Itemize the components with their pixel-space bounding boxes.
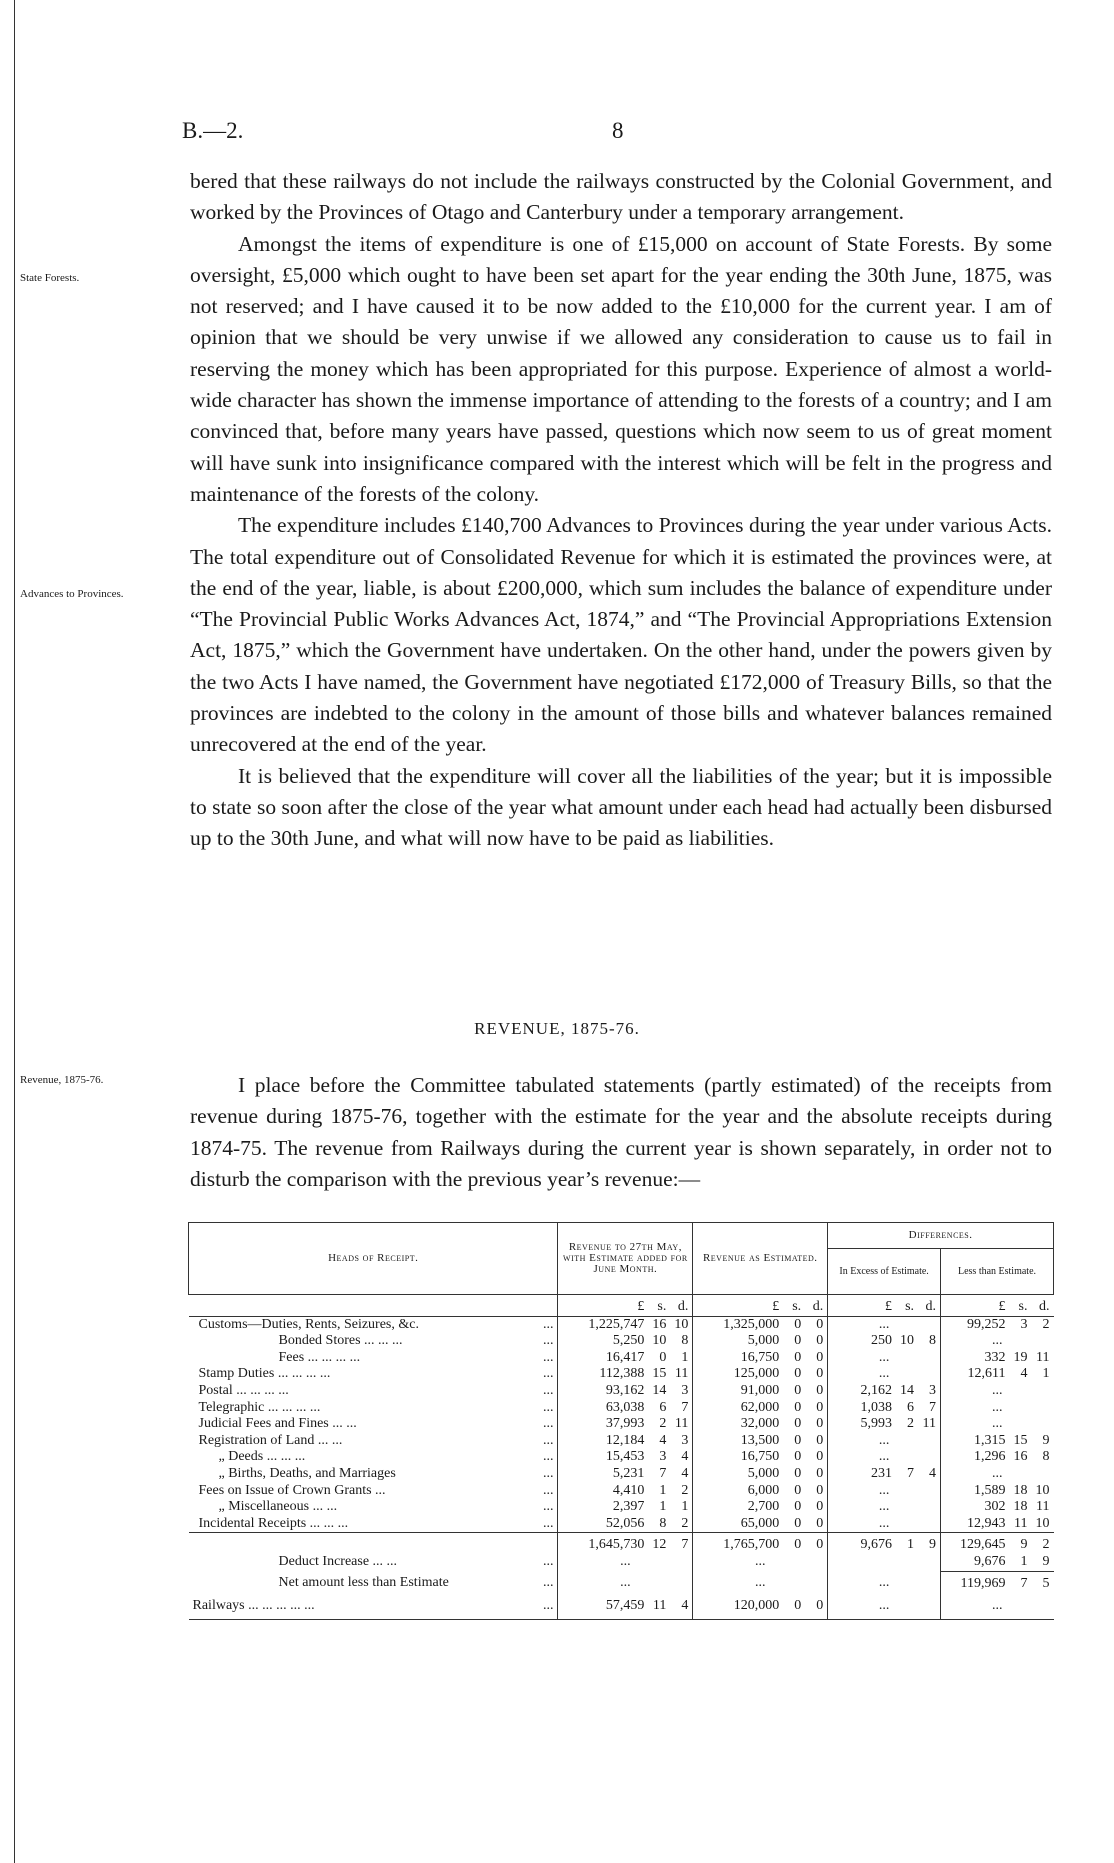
table-row: „ Miscellaneous ... ... ... 2,397 1 1 2,700 0 0 ... 302 18 11 <box>189 1499 1054 1516</box>
page-edge-line <box>14 0 15 1863</box>
paragraph-advances: The expenditure includes £140,700 Advances to Provinces during the year under various Acts. The total expenditure out of Consolidated Revenue for which it is estimated the provinces were, at the end of the year, liable, is about £200,000, which sum includes the balance of expenditure under “The Provincial Public Works Advances Act, 1874,” and “The Provincial Appropriations Extension Act, 1875,” which the Government have undertaken. On the other hand, under the powers given by the two Acts I have named, the Government have negotiated £172,000 of Treasury Bills, so that the provinces are indebted to the colony in the amount of those bills and whatever balances remained unrecovered at the end of the year. <box>190 513 1052 757</box>
col-revenue-estimated: Revenue as Estimated. <box>693 1223 828 1295</box>
margin-note-revenue: Revenue, 1875-76. <box>20 1074 104 1086</box>
table-row: Judicial Fees and Fines ... ... ... 37,993 2 11 32,000 0 0 5,993 2 11 ... <box>189 1416 1054 1433</box>
table-row: „ Births, Deaths, and Marriages ... 5,231 7 4 5,000 0 0 231 7 4 ... <box>189 1466 1054 1483</box>
table-row: Fees ... ... ... ... ... 16,417 0 1 16,750 0 0 ... 332 19 11 <box>189 1350 1054 1367</box>
revenue-heading: REVENUE, 1875-76. <box>474 1019 640 1038</box>
table-body <box>189 1316 1054 1533</box>
text-block-upper <box>190 166 1052 855</box>
paragraph-liabilities: It is believed that the expenditure will cover all the liabilities of the year; but it is impossible to state so soon after the close of the year what amount under each head had actually been disbursed up to the 30th June, and what will now have to be paid as liabilities. <box>190 763 1052 851</box>
table-row: Telegraphic ... ... ... ... ... 63,038 6 7 62,000 0 0 1,038 6 7 ... <box>189 1400 1054 1417</box>
margin-note-advances: Advances to Provinces. <box>20 588 124 600</box>
table-row: Incidental Receipts ... ... ... ... 52,056 8 2 65,000 0 0 ... 12,943 11 10 <box>189 1516 1054 1533</box>
margin-note-state-forests: State Forests. <box>20 272 80 284</box>
paragraph-revenue: I place before the Committee tabulated statements (partly estimated) of the receipts from revenue during 1875-76, together with the estimate for the year and the absolute receipts during 1874-75. The revenue from Railways during the current year is shown separately, in order not to disturb the comparison with the previous year’s revenue:— <box>190 1073 1052 1191</box>
table-row: Bonded Stores ... ... ... ... 5,250 10 8 5,000 0 0 250 10 8 ... <box>189 1333 1054 1350</box>
paragraph-railways: bered that these railways do not include the railways constructed by the Colonial Government, and worked by the Provinces of Otago and Canterbury under a temporary arrangement. <box>190 169 1052 225</box>
table-row: Registration of Land ... ... ... 12,184 4 3 13,500 0 0 ... 1,315 15 9 <box>189 1433 1054 1450</box>
col-differences: Differences. <box>828 1223 1054 1249</box>
revenue-table <box>188 1222 1054 1620</box>
col-less-than: Less than Estimate. <box>941 1249 1054 1295</box>
table-row: Stamp Duties ... ... ... ... ... 112,388 15 11 125,000 0 0 ... 12,611 4 1 <box>189 1366 1054 1383</box>
totals-row: 1,645,730 12 7 1,765,700 0 0 9,676 1 9 129,645 9 2 <box>189 1533 1054 1554</box>
net-row: Net amount less than Estimate ... ... ... ... 119,969 7 5 <box>189 1571 1054 1592</box>
units-row: £ s. d. £ s. d. £ s. d. £ s. d. <box>189 1295 1054 1317</box>
deduct-row: Deduct Increase ... ... ... ... ... 9,676 1 9 <box>189 1554 1054 1571</box>
railways-row: Railways ... ... ... ... ... ... 57,459 11 4 120,000 0 0 ... ... <box>189 1592 1054 1619</box>
col-revenue-to-may: Revenue to 27th May, with Estimate added for June Month. <box>558 1223 693 1295</box>
col-in-excess: In Excess of Estimate. <box>828 1249 941 1295</box>
table-row: Customs—Duties, Rents, Seizures, &c. ... 1,225,747 16 10 1,325,000 0 0 ... 99,252 3 2 <box>189 1316 1054 1333</box>
page-number: 8 <box>612 118 624 143</box>
col-heads-of-receipt: Heads of Receipt. <box>189 1223 558 1295</box>
page-reference: B.—2. <box>182 118 244 143</box>
table-row: Fees on Issue of Crown Grants ... ... 4,410 1 2 6,000 0 0 ... 1,589 18 10 <box>189 1483 1054 1500</box>
table-row: „ Deeds ... ... ... ... 15,453 3 4 16,750 0 0 ... 1,296 16 8 <box>189 1449 1054 1466</box>
table-row: Postal ... ... ... ... ... 93,162 14 3 91,000 0 0 2,162 14 3 ... <box>189 1383 1054 1400</box>
text-block-revenue <box>190 1070 1052 1195</box>
paragraph-state-forests: Amongst the items of expenditure is one of £15,000 on account of State Forests. By some oversight, £5,000 which ought to have been set apart for the year ending the 30th June, 1875, was not reserved; and I have caused it to be now added to the £10,000 for the current year. I am of opinion that we should be very unwise if we allowed any consideration to cause us to fail in reserving the money which has been appropriated for this purpose. Experience of almost a world-wide character has shown the immense importance of attending to the forests of a country; and I am convinced that, before many years have passed, questions which now seem to us of great moment will have sunk into insignificance compared with the interest which will be felt in the progress and maintenance of the forests of the colony. <box>190 231 1052 506</box>
